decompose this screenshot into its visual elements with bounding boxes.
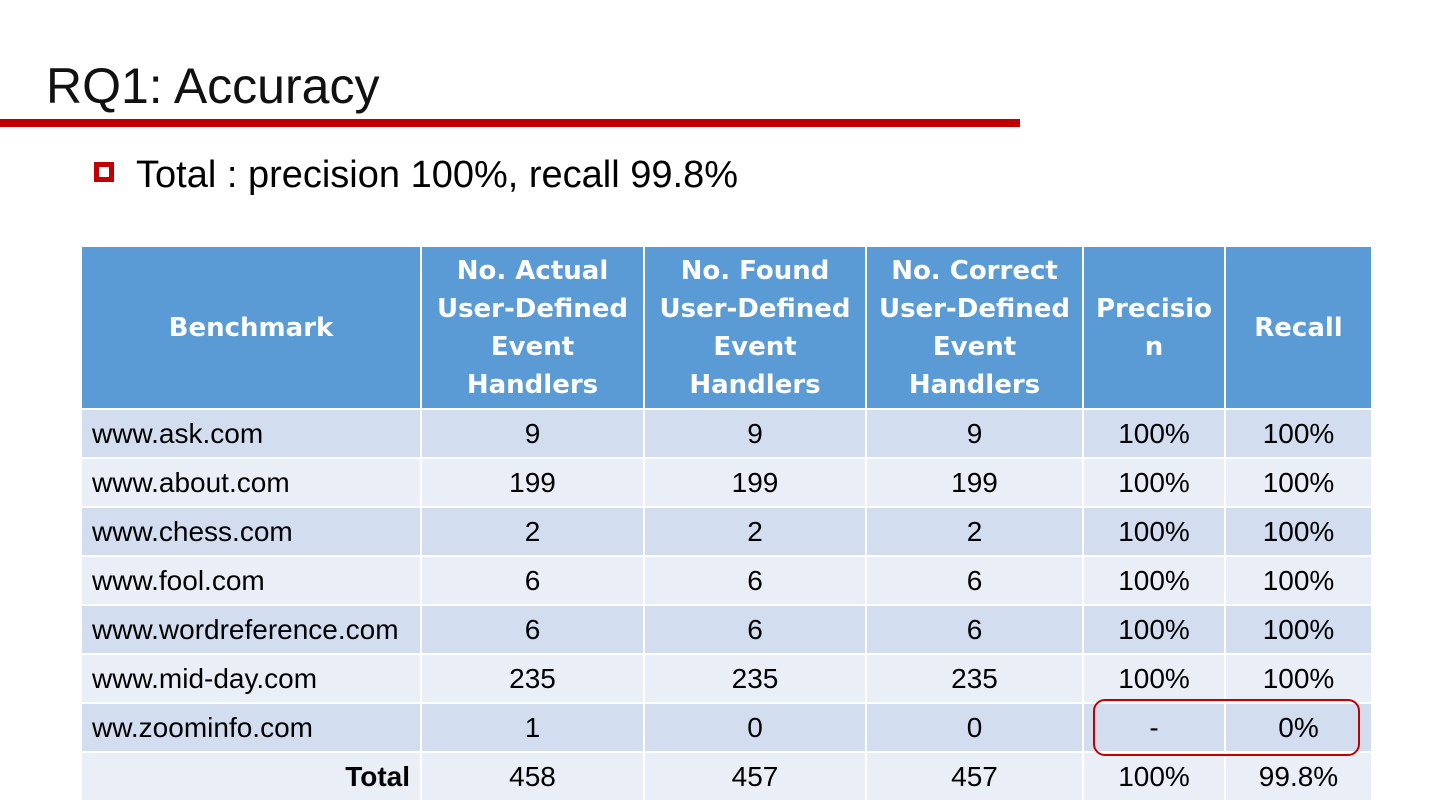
- cell-benchmark: www.chess.com: [81, 507, 421, 556]
- table-total-row: [81, 752, 1372, 801]
- cell-actual: 6: [421, 556, 644, 605]
- cell-precision: -: [1083, 703, 1225, 752]
- header-benchmark: Benchmark: [81, 246, 421, 409]
- header-correct-handlers: No. Correct User-Defined Event Handlers: [866, 246, 1083, 409]
- cell-precision: 100%: [1083, 507, 1225, 556]
- cell-benchmark: ww.zoominfo.com: [81, 703, 421, 752]
- cell-total-correct: 457: [866, 752, 1083, 801]
- cell-correct: 0: [866, 703, 1083, 752]
- square-bullet-icon: [94, 162, 114, 182]
- cell-actual: 199: [421, 458, 644, 507]
- cell-total-found: 457: [644, 752, 866, 801]
- cell-actual: 9: [421, 409, 644, 458]
- cell-actual: 1: [421, 703, 644, 752]
- cell-benchmark: www.ask.com: [81, 409, 421, 458]
- cell-precision: 100%: [1083, 409, 1225, 458]
- cell-recall: 0%: [1225, 703, 1372, 752]
- results-table: [80, 245, 1373, 802]
- cell-benchmark: www.fool.com: [81, 556, 421, 605]
- header-recall: Recall: [1225, 246, 1372, 409]
- cell-total-label: Total: [81, 752, 421, 801]
- title-underline: [0, 119, 1020, 127]
- cell-actual: 6: [421, 605, 644, 654]
- cell-found: 235: [644, 654, 866, 703]
- header-precision: Precisio n: [1083, 246, 1225, 409]
- table-row: [81, 703, 1372, 752]
- cell-correct: 6: [866, 556, 1083, 605]
- cell-found: 6: [644, 605, 866, 654]
- cell-found: 199: [644, 458, 866, 507]
- cell-recall: 100%: [1225, 507, 1372, 556]
- cell-benchmark: www.about.com: [81, 458, 421, 507]
- cell-actual: 235: [421, 654, 644, 703]
- cell-recall: 100%: [1225, 458, 1372, 507]
- cell-found: 6: [644, 556, 866, 605]
- cell-precision: 100%: [1083, 556, 1225, 605]
- table-header-row: [81, 246, 1372, 409]
- cell-total-actual: 458: [421, 752, 644, 801]
- table-row: [81, 654, 1372, 703]
- bullet-text: Total : precision 100%, recall 99.8%: [136, 154, 738, 196]
- cell-actual: 2: [421, 507, 644, 556]
- cell-found: 0: [644, 703, 866, 752]
- cell-correct: 9: [866, 409, 1083, 458]
- cell-correct: 235: [866, 654, 1083, 703]
- cell-correct: 199: [866, 458, 1083, 507]
- cell-recall: 100%: [1225, 556, 1372, 605]
- slide-title: RQ1: Accuracy: [46, 58, 380, 114]
- cell-recall: 100%: [1225, 605, 1372, 654]
- cell-found: 2: [644, 507, 866, 556]
- cell-recall: 100%: [1225, 409, 1372, 458]
- cell-correct: 2: [866, 507, 1083, 556]
- header-found-handlers: No. Found User-Defined Event Handlers: [644, 246, 866, 409]
- table-row: [81, 605, 1372, 654]
- cell-recall: 100%: [1225, 654, 1372, 703]
- cell-precision: 100%: [1083, 654, 1225, 703]
- cell-benchmark: www.mid-day.com: [81, 654, 421, 703]
- cell-precision: 100%: [1083, 605, 1225, 654]
- table-row: [81, 409, 1372, 458]
- cell-total-recall: 99.8%: [1225, 752, 1372, 801]
- cell-precision: 100%: [1083, 458, 1225, 507]
- bullet-item: [94, 150, 738, 200]
- table-row: [81, 507, 1372, 556]
- cell-found: 9: [644, 409, 866, 458]
- header-actual-handlers: No. Actual User-Defined Event Handlers: [421, 246, 644, 409]
- cell-correct: 6: [866, 605, 1083, 654]
- cell-benchmark: www.wordreference.com: [81, 605, 421, 654]
- table-row: [81, 458, 1372, 507]
- cell-total-precision: 100%: [1083, 752, 1225, 801]
- table-row: [81, 556, 1372, 605]
